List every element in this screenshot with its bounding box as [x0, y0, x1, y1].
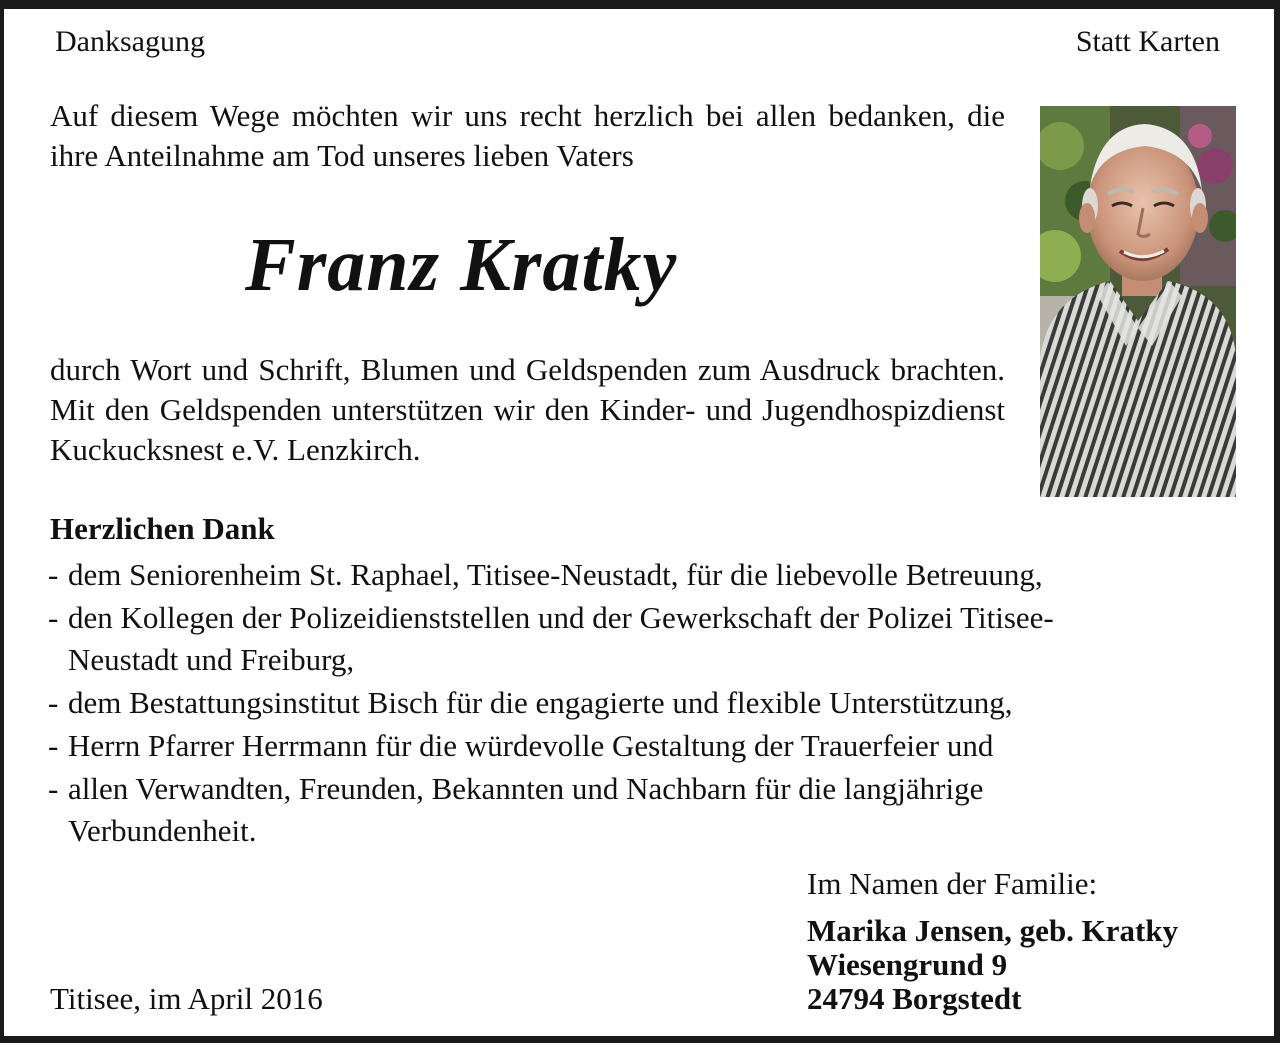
list-item-text: allen Verwandten, Freunden, Bekannten und Nachbarn für die langjährige Verbundenheit.: [68, 771, 984, 848]
list-item: [48, 682, 1248, 724]
list-bullet: -: [48, 600, 59, 635]
portrait-photo-icon: [1040, 106, 1236, 497]
list-item: [48, 725, 1248, 767]
deceased-name: Franz Kratky: [245, 223, 678, 307]
list-item-text: dem Seniorenheim St. Raphael, Titisee-Neustadt, für die liebevolle Betreuung,: [68, 557, 1043, 592]
thanks-list: [48, 554, 1248, 853]
list-bullet: -: [48, 771, 59, 806]
list-item: [48, 554, 1248, 596]
list-bullet: -: [48, 728, 59, 763]
signature-name: Marika Jensen, geb. Kratky: [807, 913, 1179, 948]
place-date: Titisee, im April 2016: [50, 981, 323, 1016]
intro-text: Auf diesem Wege möchten wir uns recht herzlich bei allen bedanken, die ihre Anteilnahme am Tod unseres lieben Vaters: [50, 98, 1005, 173]
thanks-heading: Herzlichen Dank: [50, 511, 275, 546]
header-danksagung: Danksagung: [55, 25, 205, 58]
list-item-text: Herrn Pfarrer Herrmann für die würdevolle Gestaltung der Trauerfeier und: [68, 728, 994, 763]
signature-street: Wiesengrund 9: [807, 947, 1008, 982]
list-item: [48, 597, 1118, 681]
list-bullet: -: [48, 557, 59, 592]
list-item: [48, 768, 1148, 852]
header-statt-karten: Statt Karten: [1075, 25, 1220, 58]
list-item-text: dem Bestattungsinstitut Bisch für die engagierte und flexible Unterstützung,: [68, 685, 1013, 720]
list-item-text: den Kollegen der Polizeidienststellen und der Gewerkschaft der Polizei Titisee-Neustadt und Freiburg,: [68, 600, 1054, 677]
family-label: Im Namen der Familie:: [807, 866, 1098, 901]
signature-city: 24794 Borgstedt: [807, 981, 1022, 1016]
list-bullet: -: [48, 685, 59, 720]
body-text: durch Wort und Schrift, Blumen und Geldspenden zum Ausdruck brachten. Mit den Geldspenden unterstützen wir den Kinder- und Jugendhospizdienst Kuckucksnest e.V. Lenzkirch.: [50, 352, 1005, 467]
